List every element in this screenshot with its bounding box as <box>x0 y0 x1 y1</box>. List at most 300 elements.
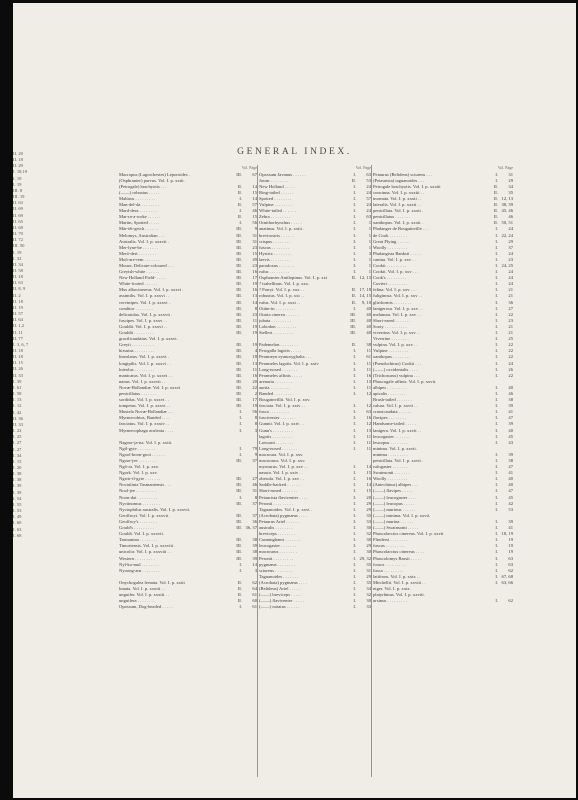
entry-name: (——) flaviventer . . . . . <box>259 598 304 604</box>
entry-volume: I. <box>353 208 356 214</box>
entry-page: 29, 32 <box>359 555 371 561</box>
entry-page: 24 <box>508 250 513 256</box>
entry-volume: III. <box>236 232 242 238</box>
entry-name: rufus. Vol. I. p. xxxi . . <box>259 299 301 305</box>
entry-page: 47 <box>508 464 513 470</box>
entry-volume: I. <box>353 476 356 482</box>
entry-page: 22 <box>508 372 513 378</box>
margin-ref: II. 26 <box>13 366 23 372</box>
entry-name: Gouldi. Vol. I. p. xxxvii. <box>119 531 164 537</box>
entry-volume: I. <box>239 427 242 433</box>
margin-ref: I. 38 <box>13 471 22 477</box>
entry-volume: I. <box>495 232 498 238</box>
entry-name: flavipes . . . . . . . . <box>373 415 406 421</box>
entry-volume: III. <box>236 397 242 403</box>
entry-name: Perameles lagotis. Vol. I. p. xxiv <box>259 360 319 366</box>
entry-volume: I. <box>239 409 242 415</box>
entry-volume: I. <box>495 305 498 311</box>
entry-page: 63, 66 <box>501 579 513 585</box>
entry-name: Cook's . . . . . . . . . <box>373 275 407 281</box>
entry-page: 34 <box>366 585 371 591</box>
entry-name: Long-nosed . . . . . . . <box>259 366 298 372</box>
margin-ref: II. 18 <box>13 157 23 163</box>
entry-volume: II. <box>237 598 242 604</box>
entry-volume: III. <box>236 348 242 354</box>
entry-page: 41 <box>508 470 513 476</box>
entry-name: lanigera. Vol. I. p. xxvii . . <box>373 427 422 433</box>
margin-ref: II. 19 <box>13 304 23 310</box>
margin-ref: III. 50 <box>13 243 25 249</box>
entry-page: 36, 37 <box>245 525 257 531</box>
entry-volume: III. <box>236 293 242 299</box>
entry-volume: II. <box>237 579 242 585</box>
entry-name: arenaria . . . . . . . . <box>259 378 293 384</box>
margin-ref: II. 36 <box>13 415 23 421</box>
entry-name: Otiŭn-in . . . . . . . . . <box>259 305 296 311</box>
entry-name: Greyii . . . . . . . . . . <box>119 342 154 348</box>
entry-page: 14 <box>366 464 371 470</box>
entry-volume: I. <box>495 433 498 439</box>
entry-name: gliriformis . . . . . . . . <box>373 299 412 305</box>
entry-volume: III. <box>236 226 242 232</box>
entry-name: apicalis . . . . . . . . <box>373 390 406 396</box>
entry-name: Mouse, Delicate-coloured . . . <box>119 263 174 268</box>
entry-page: 31 <box>252 238 257 244</box>
entry-volume: I. <box>495 336 498 342</box>
entry-page: 14 <box>366 482 371 488</box>
entry-page: 12 <box>366 390 371 396</box>
entry-volume: I. <box>353 384 356 390</box>
entry-page: 38 <box>508 397 513 403</box>
entry-name: assimilis. Vol. I. p. xxxvi . . <box>119 293 170 299</box>
entry-page: 29 <box>508 177 513 183</box>
entry-name: (Osphranter) parvus. Vol. I. p. xxiii. <box>119 177 185 183</box>
entry-name: Stelleri . . . . . . . . . <box>259 330 293 336</box>
entry-name: Ornithorhynchus . . . . . <box>259 220 302 226</box>
entry-volume: I. <box>495 543 498 549</box>
entry-name: concinna. Vol. I. p. xxxiii . . <box>373 189 425 195</box>
entry-name: fuliginosa. Vol. I. p. xxv . . <box>373 293 423 299</box>
margin-ref: II. 72 <box>13 237 23 243</box>
entry-name: macrourus . . . . . . . . <box>259 549 297 555</box>
entry-name: vulpina. Vol. I. p. xxv . . <box>373 342 418 348</box>
entry-page: 56 <box>252 409 257 415</box>
entry-name: Geoffroyi. Vol. I. p. xxxvii . <box>119 512 171 518</box>
entry-page: 11 <box>366 439 371 445</box>
entry-page: 12 <box>366 403 371 409</box>
entry-name: Short-nosed . . . . . . . <box>259 488 298 494</box>
entry-page: 61 <box>366 354 371 360</box>
entry-volume: I. <box>495 525 498 531</box>
entry-name: Woolly . . . . . . . . . <box>373 244 408 250</box>
entry-name: (——) leucopus . . . . . <box>373 500 415 506</box>
entry-page: 16 <box>366 372 371 378</box>
entry-name: nasuta. Vol. I. p. xxiv . . <box>259 470 303 476</box>
entry-volume: III. <box>236 238 242 244</box>
entry-name: ? Parryi. Vol. I. p. xxx . . <box>259 287 305 293</box>
margin-ref: III. 8 <box>13 187 23 193</box>
entry-name: Cookii . . . . . . . . . <box>373 263 407 268</box>
margin-ref: I. 49 <box>13 514 22 520</box>
entry-page: 23 <box>252 311 257 317</box>
entry-name: fusca . . . . . . . . . <box>373 567 404 573</box>
entry-name: melanura. Vol. I. p. xxv . . <box>373 311 421 317</box>
entry-name: Nyoong-arn . . . . . . . . <box>119 567 160 573</box>
margin-ref: II. 69 <box>13 212 23 218</box>
entry-volume: I. <box>239 604 242 610</box>
entry-page: 11 <box>252 317 257 323</box>
entry-page: 29 <box>366 543 371 549</box>
entry-name: (Petrogale) brachyotis . . . <box>119 183 167 189</box>
entry-volume: II. <box>351 177 356 183</box>
entry-name: leucopus . . . . . . . . <box>373 439 408 445</box>
entry-volume: III. <box>236 488 242 494</box>
entry-name: Saddle-backed . . . . . . <box>259 482 300 488</box>
entry-name: xanthopus . . . . . . . . <box>373 354 411 360</box>
margin-ref: I. 19 <box>13 175 22 181</box>
entry-page: 37 <box>252 512 257 518</box>
entry-volume: I. <box>495 311 498 317</box>
entry-page: 1 <box>368 238 371 244</box>
entry-volume: I. <box>495 531 498 537</box>
entry-name: lunata. Vol. I. p. xxxiii . . <box>119 585 165 591</box>
margin-ref: I. 58 <box>13 391 22 397</box>
entry-volume: II. <box>493 202 498 208</box>
entry-volume: III. <box>236 555 242 561</box>
entry-name: unguifer. Vol. I. p. xxxiii . . <box>119 592 169 598</box>
entry-name: (——) minima. Vol. I. p. xxvii. <box>373 512 431 518</box>
entry-volume: I. <box>353 573 356 579</box>
entry-volume: I. <box>495 342 498 348</box>
entry-name: Gunn's . . . . . . . . . <box>259 427 293 433</box>
entry-name: unguifera . . . . . . . . <box>119 598 155 604</box>
entry-volume: I. <box>353 256 356 262</box>
margin-ref: I. 39 <box>13 483 22 489</box>
entry-name: penicillatus . . . . . . . <box>119 390 157 396</box>
entry-volume: III. <box>350 330 356 336</box>
entry-volume: I. <box>239 195 242 201</box>
entry-name: (——) robustus . . . . . <box>119 189 160 195</box>
entry-page: 23 <box>508 256 513 262</box>
entry-volume: I. <box>495 549 498 555</box>
entry-name: fossor . . . . . . . . . <box>373 561 405 567</box>
margin-ref: I. 13 <box>13 397 22 403</box>
entry-page: 20 <box>252 378 257 384</box>
entry-name: de Cook . . . . . . . . <box>373 232 407 238</box>
entry-page: 8 <box>254 421 257 427</box>
entry-page: 61 <box>252 592 257 598</box>
entry-page: 45 <box>508 433 513 439</box>
entry-name: Vulpine . . . . . . . . . <box>373 348 409 354</box>
entry-page: 67, 68 <box>501 573 513 579</box>
entry-page: 21 <box>508 293 513 299</box>
entry-page: 31 <box>508 171 513 177</box>
entry-name: latifrons. Vol. I. p. xxix . . <box>373 573 421 579</box>
index-entry <box>119 604 257 610</box>
facing-page-margin <box>13 151 37 539</box>
margin-ref: I. 18,19 <box>13 169 28 175</box>
entry-page: 23 <box>252 263 257 268</box>
entry-name: sciureus . . . . . . . . <box>259 567 293 573</box>
entry-name: delicatulus. Vol. I. p. xxxvii . <box>119 311 173 317</box>
entry-name: anatinus. Vol. I. p. xxiii . <box>259 226 305 232</box>
entry-name: macroura. Vol. I. p. xxv. <box>259 451 304 457</box>
entry-volume: I. <box>495 567 498 573</box>
entry-name: White-footed . . . . . . <box>119 281 158 287</box>
entry-page: 16 <box>252 269 257 275</box>
entry-page: 39 <box>508 403 513 409</box>
entry-volume: I. <box>239 494 242 500</box>
entry-volume: II. <box>237 202 242 208</box>
entry-name: Nool-jee . . . . . . . . . <box>119 488 156 494</box>
entry-volume: I. <box>495 427 498 433</box>
entry-page: 1 <box>368 232 371 238</box>
entry-name: hirsutus . . . . . . . . . <box>119 348 155 354</box>
entry-volume: I. <box>353 500 356 506</box>
entry-name: Opossum, Dog-headed . . . . . <box>119 604 173 610</box>
entry-volume: I. <box>353 579 356 585</box>
entry-page: 14, 15 <box>359 293 371 299</box>
entry-page: 50, 51 <box>501 220 513 226</box>
entry-page: 22 <box>508 348 513 354</box>
entry-name: Melomys, Australian . . . <box>119 232 165 238</box>
entry-page: 12 <box>366 421 371 427</box>
entry-page: 29 <box>366 573 371 579</box>
entry-page: 21 <box>508 323 513 329</box>
margin-ref: I. 34 <box>13 452 22 458</box>
entry-volume: III. <box>236 311 242 317</box>
entry-volume: I. <box>495 470 498 476</box>
entry-volume: III. <box>236 372 242 378</box>
entry-name: Gunnii. Vol. I. p. xxiv . . <box>259 421 304 427</box>
entry-name: luteolus . . . . . . . . . <box>119 366 155 372</box>
entry-volume: I. <box>353 549 356 555</box>
entry-page: 31 <box>366 567 371 573</box>
entry-volume: I. <box>353 232 356 238</box>
entry-page: 8 <box>254 415 257 421</box>
entry-name: Mitchellii. Vol. I. p. xxviii . . <box>373 579 426 585</box>
entry-page: 30 <box>366 525 371 531</box>
entry-name: Taguanoides. Vol. I. p. xxvi . <box>259 506 312 512</box>
margin-ref: II. 29 <box>13 163 23 169</box>
entry-name: (Acrobata) pygmæus . . . . <box>259 579 307 585</box>
entry-name: Phalangista Banksii . . . . . <box>373 250 421 256</box>
entry-volume: I. <box>353 378 356 384</box>
entry-volume: I. <box>353 427 356 433</box>
index-entry <box>373 598 513 604</box>
margin-ref: I. 15 <box>13 458 22 464</box>
entry-volume: I. <box>353 439 356 445</box>
entry-name: Vulpine . . . . . . . . <box>259 202 292 208</box>
entry-page: 31 <box>252 488 257 494</box>
entry-name: crispus . . . . . . . . <box>259 238 291 244</box>
entry-page: 40 <box>508 482 513 488</box>
entry-page: 30 <box>366 598 371 604</box>
entry-name: Great Flying . . . . . . <box>373 238 411 244</box>
entry-name: Merō-dert . . . . . . . . <box>119 250 156 256</box>
entry-page: 47 <box>508 488 513 494</box>
entry-name: Phascolomys Bassii . . . . . <box>373 555 422 561</box>
margin-ref: I. 63 <box>13 526 22 532</box>
entry-page: 64 <box>252 585 257 591</box>
entry-volume: I. <box>495 451 498 457</box>
entry-name: Myrmecophaga aculeata . . . . <box>119 427 174 433</box>
entry-name: fusca . . . . . . . . . <box>259 409 290 415</box>
entry-name: Mus albocinereus. Vol. I. p. xxxvi . <box>119 287 184 293</box>
entry-name: (——) occidentalis . . . . <box>373 366 418 372</box>
entry-volume: III. <box>236 512 242 518</box>
entry-page: 45 <box>508 494 513 500</box>
entry-volume: II. <box>351 299 356 305</box>
entry-volume: I. <box>353 360 356 366</box>
entry-page: 24 <box>508 226 513 232</box>
entry-page: 22 <box>508 354 513 360</box>
entry-name: penicillatus . . . . . . . <box>373 214 411 220</box>
entry-page: 34 <box>508 183 513 189</box>
entry-page: 22, 24 <box>501 232 513 238</box>
entry-volume: II. <box>237 183 242 189</box>
entry-page: 16 <box>366 415 371 421</box>
entry-volume: I. <box>495 275 498 281</box>
entry-name: Petrogale brachyotis. Vol. I. p. xxxiii <box>373 183 441 189</box>
entry-volume: I. <box>239 415 242 421</box>
entry-volume: I. <box>353 403 356 409</box>
margin-ref: II. 18 <box>13 298 23 304</box>
entry-volume: I. <box>239 421 242 427</box>
entry-page: 4 <box>254 348 257 354</box>
entry-name: platyrhinus. Vol. I. p. xxviii. <box>373 592 425 598</box>
entry-name: Malúrus . . . . . . . . . <box>119 195 155 201</box>
entry-name: Perogalla lagotis . . . . . <box>259 348 302 354</box>
entry-page: 35 <box>366 579 371 585</box>
entry-volume: III. <box>236 543 242 549</box>
entry-name: Timoriensis. Vol. I. p. xxxviii . <box>119 543 176 549</box>
entry-volume: I. <box>353 470 356 476</box>
entry-volume: III. <box>236 549 242 555</box>
entry-page: 24 <box>508 281 513 287</box>
margin-ref: I. 27 <box>13 440 22 446</box>
entry-page: 62 <box>508 598 513 604</box>
entry-volume: I. <box>353 372 356 378</box>
entry-volume: I. <box>495 299 498 305</box>
entry-page: 14 <box>252 195 257 201</box>
entry-page: 14 <box>252 299 257 305</box>
entry-volume: I. <box>495 506 498 512</box>
entry-page: 35 <box>366 561 371 567</box>
entry-volume: I. <box>353 409 356 415</box>
margin-ref: II. 63 <box>13 280 23 286</box>
margin-ref: I. 19 <box>13 249 22 255</box>
entry-page: 32 <box>366 531 371 537</box>
entry-page: 62 <box>508 567 513 573</box>
entry-name: Phascolarctos cinereus. Vol. I. p. xxvii <box>373 531 444 537</box>
entry-page: 22 <box>508 311 513 317</box>
entry-page: 63 <box>366 171 371 177</box>
entry-volume: I. <box>495 482 498 488</box>
entry-page: 15 <box>366 488 371 494</box>
margin-ref: I. 20 <box>13 464 22 470</box>
entry-page: 18, 19 <box>501 531 513 537</box>
entry-name: rufus . . . . . . . . . <box>259 269 290 275</box>
margin-ref: II. 2 <box>13 292 21 298</box>
entry-name: macrourus. Vol. I. p. xxv. <box>259 458 306 463</box>
entry-page: 38 <box>252 549 257 555</box>
entry-name: Ngoor-jee . . . . . . . . <box>119 458 156 463</box>
entry-page: 3 <box>254 567 257 573</box>
margin-ref: II. 20 <box>13 151 23 156</box>
entry-volume: I. <box>353 488 356 494</box>
entry-name: calura. Vol. I. p. xxvii . . <box>373 403 418 409</box>
entry-name: (——) murinus . . . . . . <box>373 506 416 512</box>
entry-page: 46 <box>252 482 257 488</box>
entry-volume: III. <box>236 287 242 293</box>
entry-page: 13 <box>252 293 257 299</box>
entry-volume: I. <box>495 561 498 567</box>
entry-volume: I. <box>495 244 498 250</box>
entry-page: 24 <box>508 275 513 281</box>
margin-ref: I. 53 <box>13 508 22 514</box>
entry-name: New Holland . . . . . <box>259 183 296 189</box>
margin-ref: I. 42 <box>13 409 22 415</box>
entry-page: 27 <box>508 305 513 311</box>
entry-page: 79 <box>252 445 257 451</box>
entry-name: (Trichosurus) vulpina . . . <box>373 372 420 378</box>
entry-name: Peronii . . . . . . . . . <box>259 500 293 506</box>
entry-volume: I. <box>353 433 356 439</box>
entry-page: 19 <box>252 330 257 336</box>
entry-volume: III. <box>236 403 242 409</box>
entry-name: lanigerosa. Vol. I. p. xxv . . <box>373 305 423 311</box>
entry-name: viverrina. Vol. I. p. xxv . . <box>373 330 421 336</box>
entry-volume: I. <box>495 366 498 372</box>
entry-page: 23 <box>508 317 513 323</box>
entry-volume: III. <box>236 518 242 524</box>
entry-volume: III. <box>236 378 242 384</box>
entry-volume: I. <box>353 250 356 256</box>
entry-page: 11 <box>366 384 371 390</box>
entry-page: 25 <box>508 336 513 342</box>
entry-name: gracilicaudatus. Vol. I. p. xxxvi. <box>119 336 178 342</box>
entry-name: leucogaster . . . . . . . <box>373 433 410 439</box>
entry-volume: III. <box>236 458 242 463</box>
entry-name: Mer-lyne-be . . . . . . . <box>119 244 158 250</box>
entry-name: brevirostris . . . . . . <box>259 232 294 238</box>
entry-volume: I. <box>353 171 356 177</box>
entry-name: albipes . . . . . . . . . <box>373 384 407 390</box>
entry-name: (Pseudochirus) Cookii . . . <box>373 360 422 366</box>
entry-volume: I. <box>495 372 498 378</box>
entry-page: 39 <box>252 555 257 561</box>
entry-volume: I. <box>495 397 498 403</box>
entry-volume: I. <box>495 573 498 579</box>
entry-page: 24 <box>366 189 371 195</box>
entry-volume: I. <box>353 494 356 500</box>
entry-name: ursinus . . . . . . . . . <box>373 598 407 604</box>
entry-page: 16 <box>252 287 257 293</box>
entry-volume: I. <box>495 348 498 354</box>
entry-name: (——) breviceps . . . . . <box>259 592 302 598</box>
entry-page: 40 <box>366 323 371 329</box>
entry-page: 1 <box>368 269 371 275</box>
entry-name: Phascolarctus cinereus . . . . <box>373 549 424 555</box>
entry-page: 19 <box>508 549 513 555</box>
entry-volume: II. <box>351 293 356 299</box>
entry-volume: I. <box>353 525 356 531</box>
entry-volume: III. <box>236 263 242 268</box>
entry-name: canina. Vol. I. p. xxv . . <box>373 256 416 262</box>
margin-ref: II. 15 <box>13 360 23 366</box>
entry-page: 11 <box>366 348 371 354</box>
